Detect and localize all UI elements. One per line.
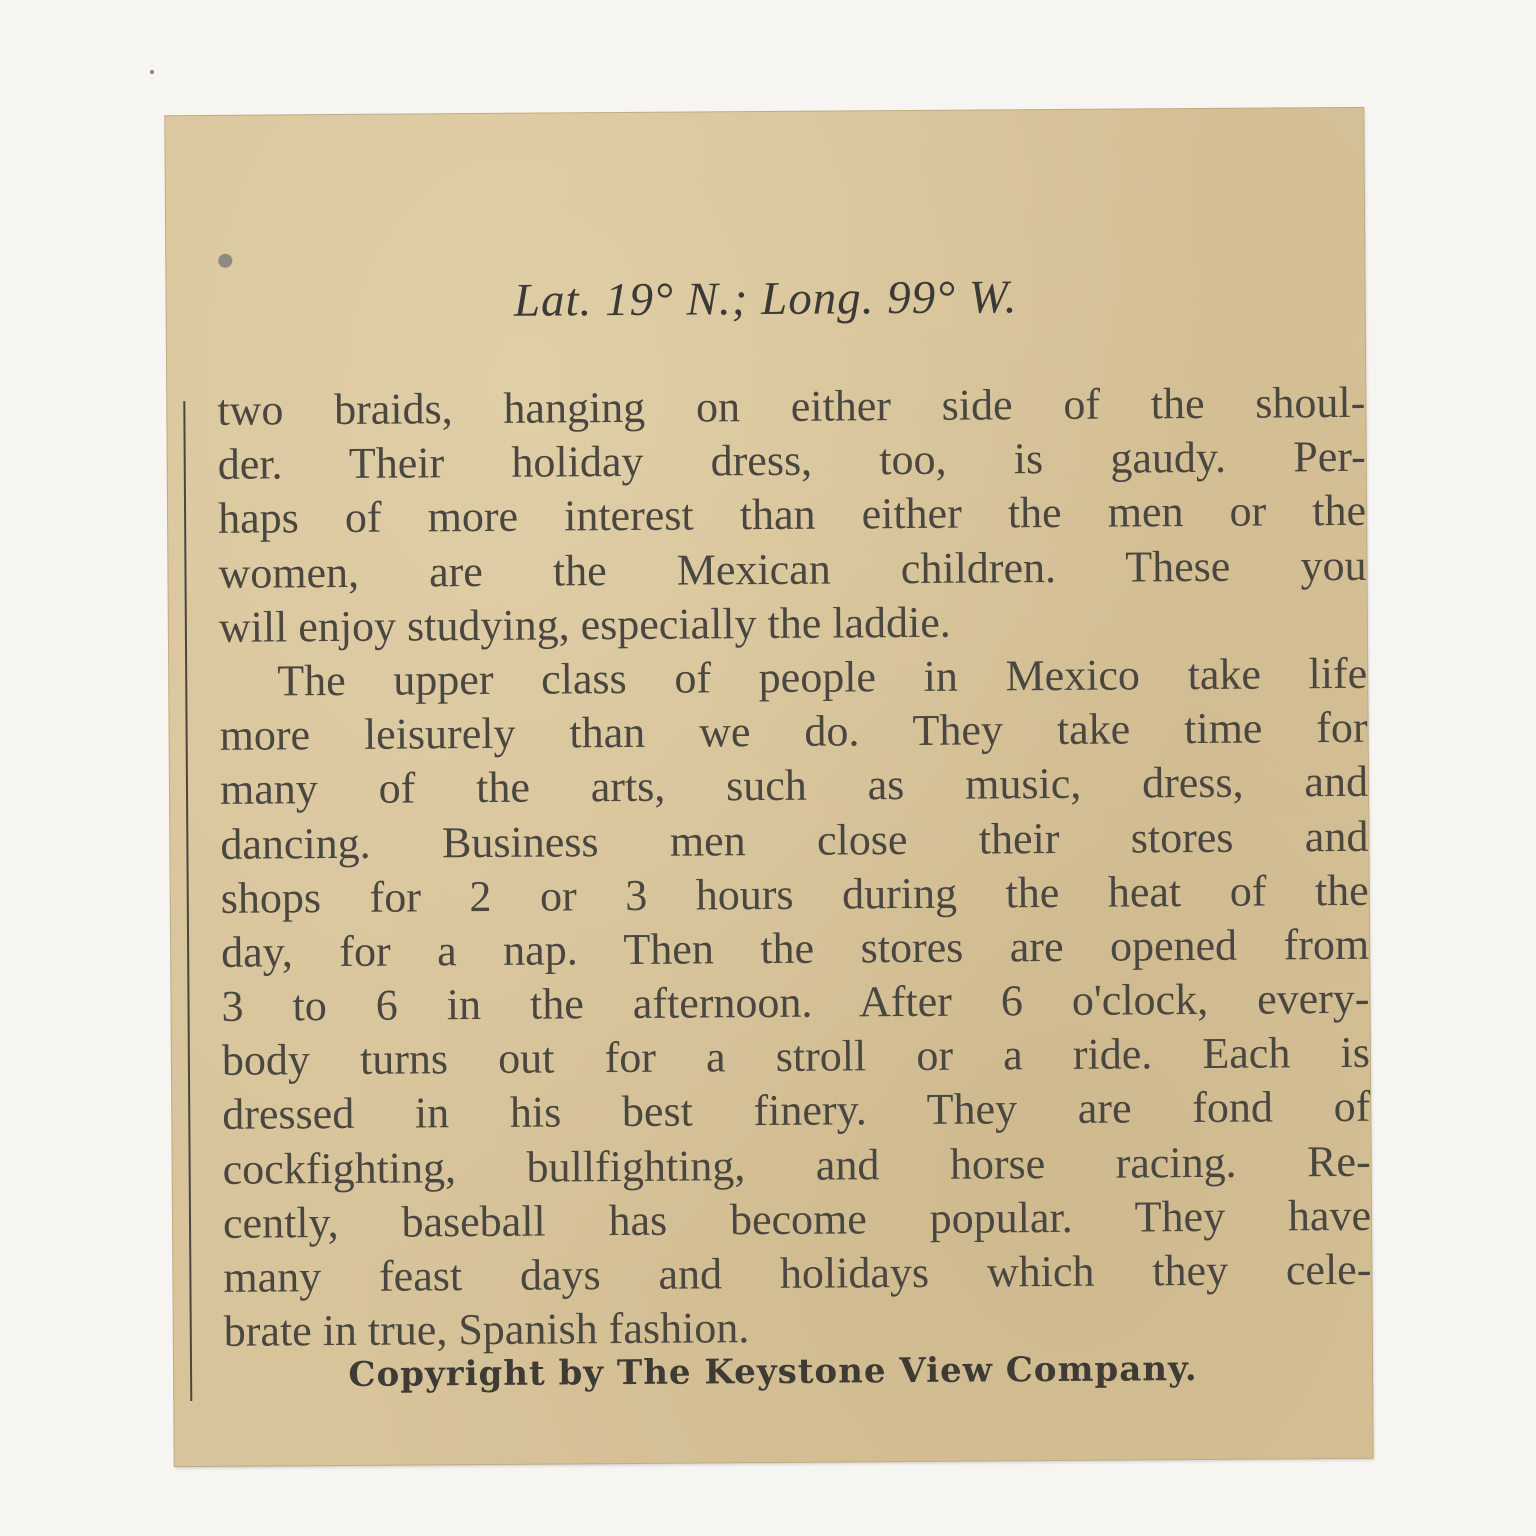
text-line: many feast days and holidays which they cele- — [223, 1244, 1372, 1302]
text-line: body turns out for a stroll or a ride. Each is — [221, 1028, 1371, 1086]
stereoview-card-back — [165, 108, 1372, 1466]
text-line: The upper class of people in Mexico take life — [277, 648, 1368, 706]
text-line: will enjoy studying, especially the laddie. — [218, 597, 951, 652]
text-line: haps of more interest than either the men or the — [217, 486, 1367, 544]
text-line: women, are the Mexican children. These you — [218, 540, 1367, 598]
copyright-line: Copyright by The Keystone View Company. — [348, 1349, 1198, 1395]
text-line: two braids, hanging on either side of the shoul- — [217, 377, 1366, 435]
punch-hole — [218, 254, 232, 268]
text-line: cockfighting, bullfighting, and horse racing. Re- — [222, 1136, 1371, 1194]
margin-rule — [183, 401, 192, 1401]
coordinates-heading: Lat. 19° N.; Long. 99° W. — [513, 271, 1018, 327]
text-line: day, for a nap. Then the stores are opened from — [220, 919, 1370, 977]
body-text — [217, 376, 1372, 1359]
text-line: more leisurely than we do. They take time for — [219, 702, 1368, 760]
text-line: 3 to 6 in the afternoon. After 6 o'clock, every- — [221, 973, 1370, 1031]
dust-speck — [150, 70, 154, 74]
text-line: dressed in his best finery. They are fond of — [222, 1082, 1371, 1140]
text-line: cently, baseball has become popular. They have — [222, 1190, 1372, 1248]
text-line: many of the arts, such as music, dress, and — [219, 757, 1369, 815]
text-line: dancing. Business men close their stores and — [220, 811, 1369, 869]
text-line: brate in true, Spanish fashion. — [223, 1303, 750, 1357]
text-line: shops for 2 or 3 hours during the heat of the — [220, 865, 1369, 923]
text-line: der. Their holiday dress, too, is gaudy. Per- — [217, 432, 1366, 490]
